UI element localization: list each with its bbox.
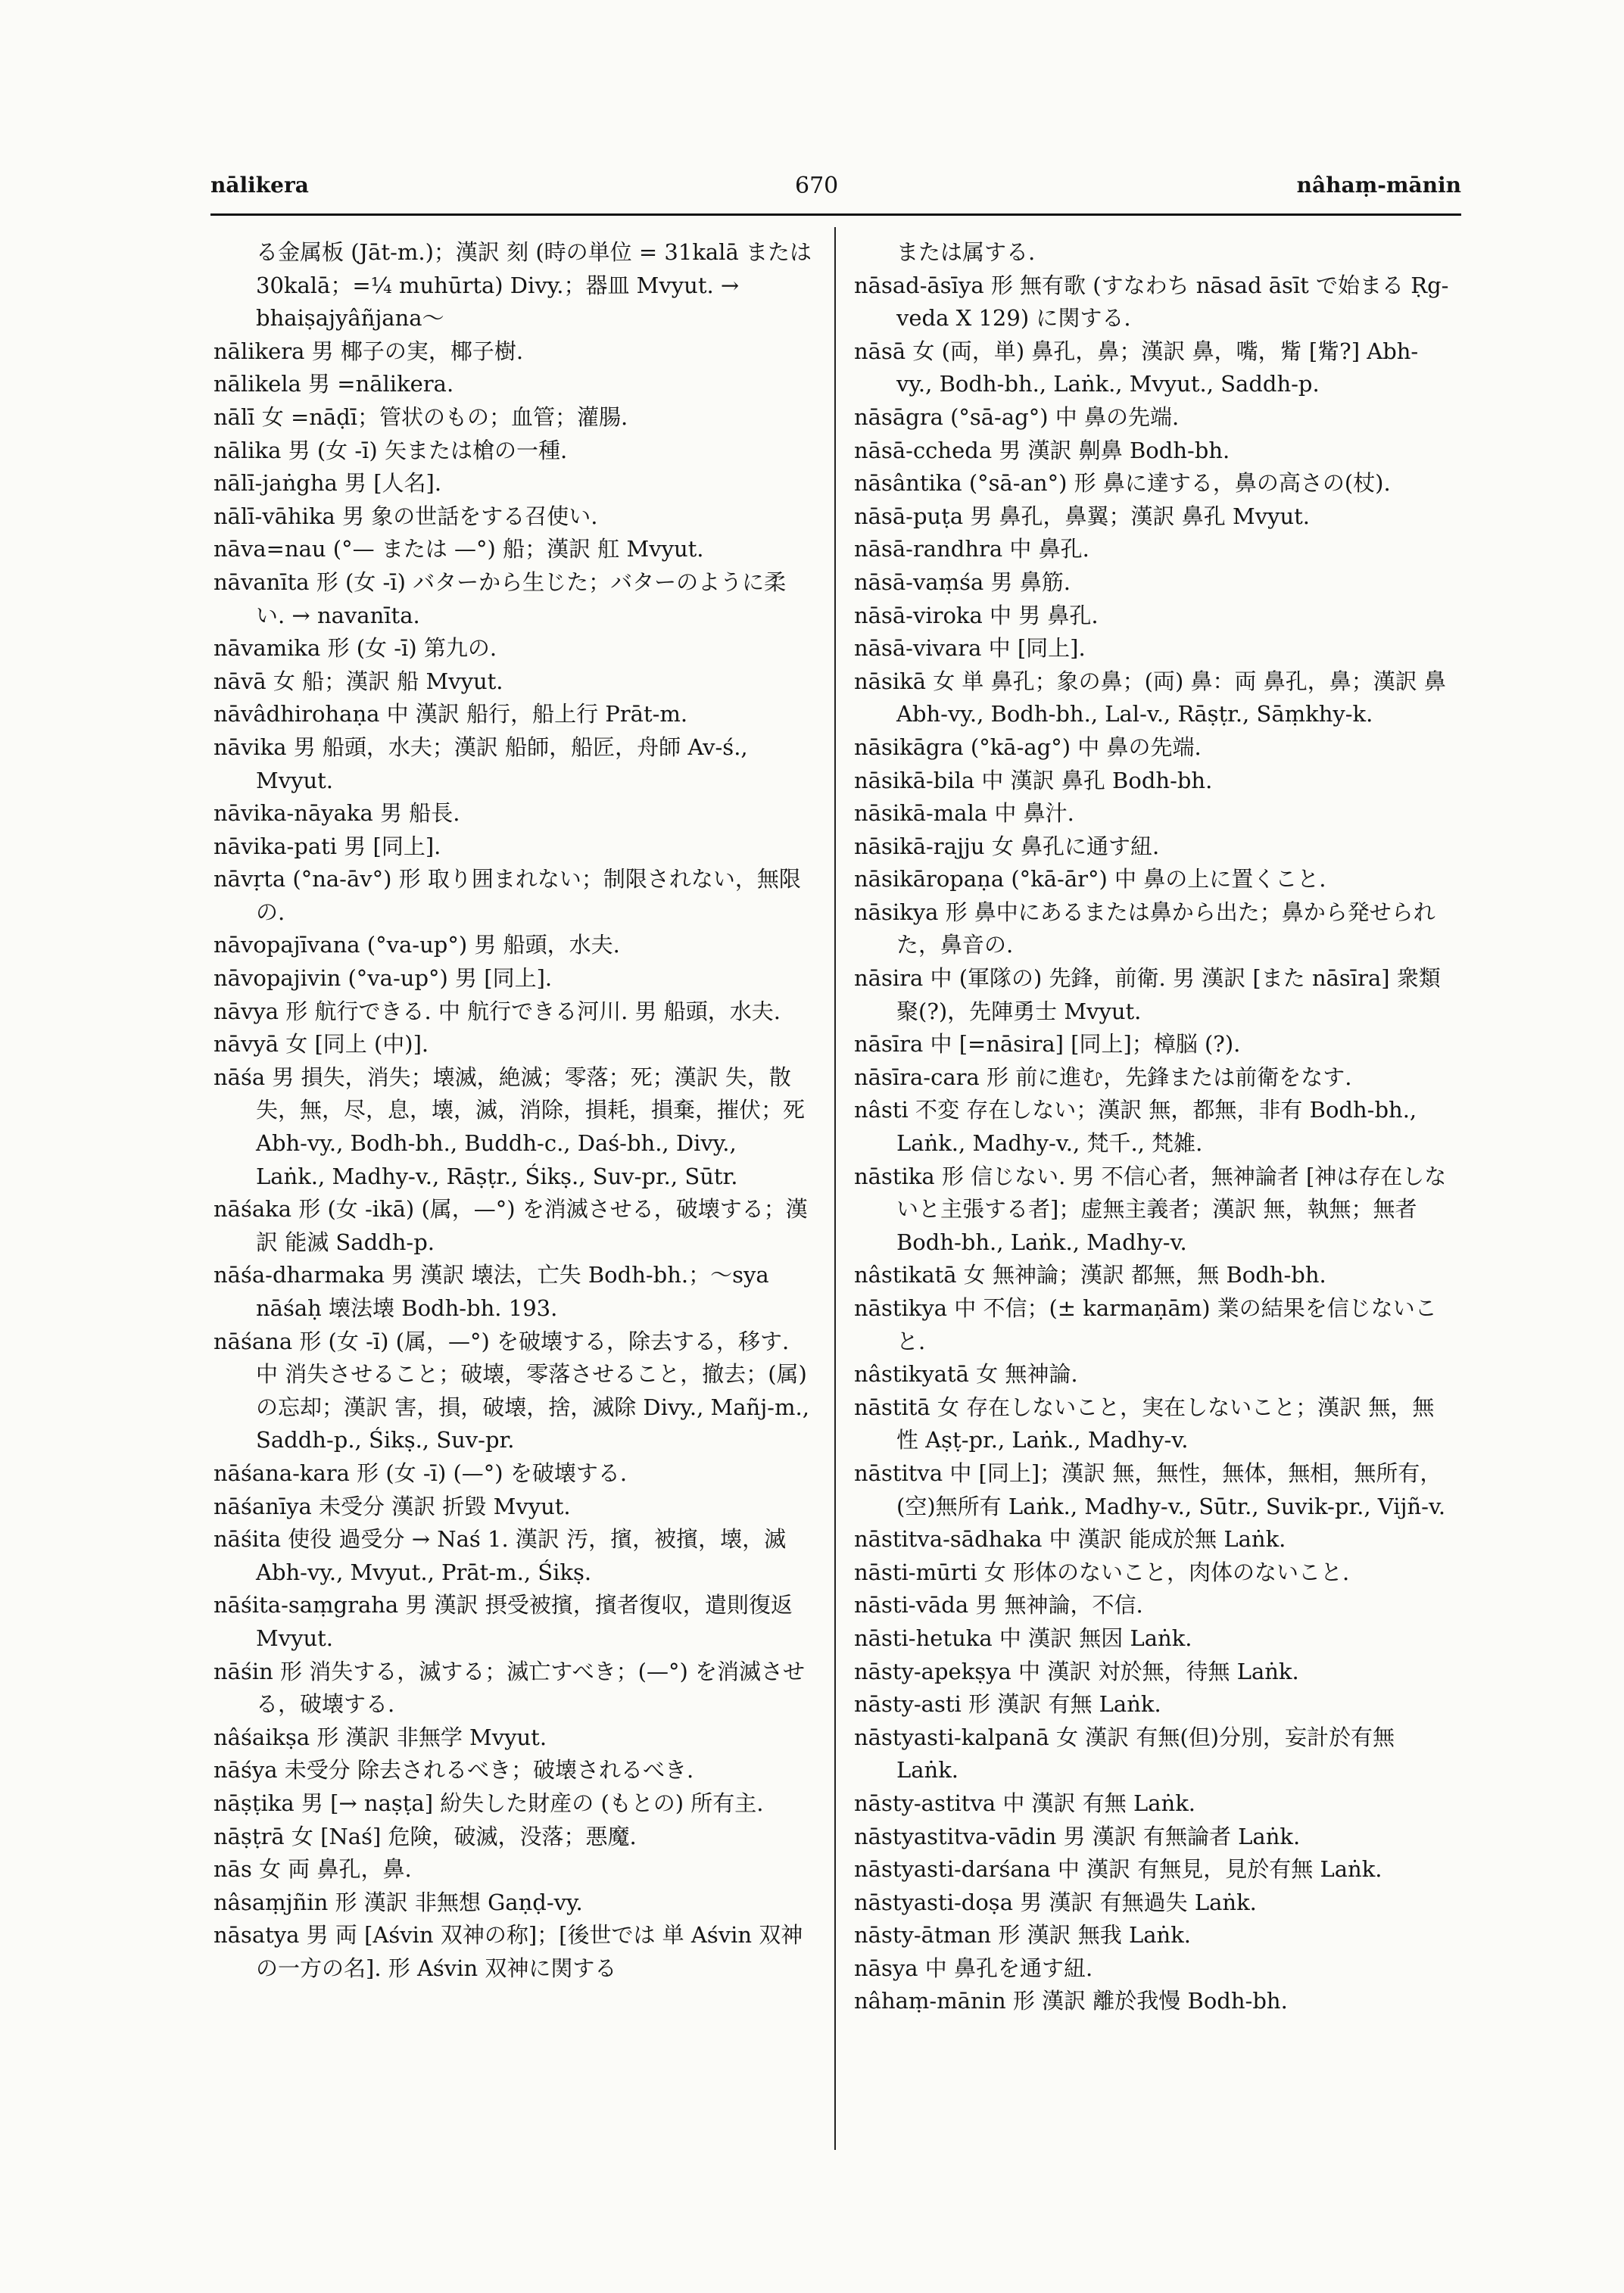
dictionary-entry: nāsad-āsīya 形 無有歌 (すなわち nāsad āsīt で始まる Ṛg-veda X 129) に関する. [854, 272, 1449, 332]
dictionary-entry: nāsty-astitva 中 漢訳 有無 Laṅk. [854, 1790, 1196, 1816]
dictionary-entry: nāvanīta 形 (女 -ī) バターから生じた；バターのように柔い. → navanīta. [214, 569, 787, 628]
dictionary-entry: nāsty-asti 形 漢訳 有無 Laṅk. [854, 1691, 1161, 1718]
dictionary-entry: nâsaṃjñin 形 漢訳 非無想 Gaṇḍ-vy. [214, 1889, 583, 1915]
running-head-left: nālikera [210, 173, 309, 198]
dictionary-entry: nāsikā-mala 中 鼻汁. [854, 800, 1074, 827]
dictionary-entry: nāstyasti-doṣa 男 漢訳 有無過失 Laṅk. [854, 1889, 1257, 1915]
dictionary-entry: nāsāgra (°sā-ag°) 中 鼻の先端. [854, 403, 1180, 430]
dictionary-entry: nāvika-nāyaka 男 船長. [214, 800, 460, 827]
dictionary-entry: nāvṛta (°na-āv°) 形 取り囲まれない；制限されない，無限の. [214, 866, 801, 925]
dictionary-entry: nāvâdhirohaṇa 中 漢訳 船行，船上行 Prāt-m. [214, 701, 688, 727]
dictionary-entry: nâhaṃ-mānin 形 漢訳 離於我慢 Bodh-bh. [854, 1988, 1288, 2014]
dictionary-entry: nāstitva 中 [同上]；漢訳 無，無性，無体，無相，無所有，(空)無所有 Laṅk., Madhy-v., Sūtr., Suvik-pr., Vijñ-v. [854, 1460, 1446, 1519]
dictionary-entry: nāstikya 中 不信；(± karmaṇām) 業の結果を信じないこと. [854, 1295, 1437, 1354]
dictionary-entry: nāsikāropaṇa (°kā-ār°) 中 鼻の上に置くこと. [854, 866, 1326, 893]
dictionary-entry: nāvopajīvana (°va-up°) 男 船頭，水夫. [214, 932, 620, 958]
dictionary-entry: nālika 男 (女 -ī) 矢または槍の一種. [214, 437, 568, 463]
dictionary-entry: nāsty-ātman 形 漢訳 無我 Laṅk. [854, 1922, 1191, 1949]
dictionary-entry: nāśya 未受分 除去されるべき；破壊されるべき. [214, 1757, 694, 1784]
dictionary-entry: nāsikāgra (°kā-ag°) 中 鼻の先端. [854, 734, 1202, 760]
dictionary-entry: nāsā-ccheda 男 漢訳 劓鼻 Bodh-bh. [854, 437, 1230, 463]
dictionary-entry: nālikela 男 =nālikera. [214, 371, 454, 397]
dictionary-entry: nāstyasti-kalpanā 女 漢訳 有無(但)分別，妄計於有無 Laṅk. [854, 1724, 1395, 1784]
dictionary-entry: nāsikā-rajju 女 鼻孔に通す紐. [854, 833, 1160, 859]
right-column [854, 236, 1452, 2018]
dictionary-entry: nâstikatā 女 無神論；漢訳 都無，無 Bodh-bh. [854, 1262, 1326, 1288]
dictionary-entry: nāsā-viroka 中 男 鼻孔. [854, 602, 1099, 628]
dictionary-entry: nāśana-kara 形 (女 -ī) (—°) を破壊する. [214, 1460, 628, 1486]
dictionary-entry: nāsikā-bila 中 漢訳 鼻孔 Bodh-bh. [854, 767, 1213, 793]
dictionary-entry: nāvika-pati 男 [同上]. [214, 833, 441, 859]
dictionary-entry: nāsā-vivara 中 [同上]. [854, 635, 1086, 662]
dictionary-entry: nāṣṭrā 女 [Naś] 危険，破滅，没落；悪魔. [214, 1823, 637, 1849]
dictionary-entry: nāsti-hetuka 中 漢訳 無因 Laṅk. [854, 1625, 1192, 1651]
dictionary-entry: nāsti-mūrti 女 形体のないこと，肉体のないこと. [854, 1559, 1350, 1585]
dictionary-entry: nās 女 両 鼻孔，鼻. [214, 1856, 412, 1883]
dictionary-entry: nālī 女 =nāḍī；管状のもの；血管；灌腸. [214, 403, 628, 430]
dictionary-entry: nāṣṭika 男 [→ naṣṭa] 紛失した財産の (もとの) 所有主. [214, 1790, 764, 1816]
dictionary-entry: nāvyā 女 [同上 (中)]. [214, 1031, 429, 1058]
dictionary-entry: nāvamika 形 (女 -ī) 第九の. [214, 635, 497, 662]
dictionary-entry: nâśaikṣa 形 漢訳 非無学 Mvyut. [214, 1724, 547, 1750]
dictionary-entry: nāśita 使役 過受分 → Naś 1. 漢訳 汚，擯，被擯，壊，滅 Abh-vy., Mvyut., Prāt-m., Śikṣ. [214, 1526, 787, 1585]
dictionary-entry: nāsikya 形 鼻中にあるまたは鼻から出た；鼻から発せられた，鼻音の. [854, 899, 1435, 958]
dictionary-entry: nāsira 中 (軍隊の) 先鋒，前衛. 男 漢訳 [また nāsīra] 衆類聚(?)，先陣勇士 Mvyut. [854, 965, 1441, 1024]
dictionary-entry: nāsā 女 (両，単) 鼻孔，鼻；漢訳 鼻，嘴，觜 [觜?] Abh-vy., Bodh-bh., Laṅk., Mvyut., Saddh-p. [854, 338, 1419, 397]
dictionary-entry: nāstitva-sādhaka 中 漢訳 能成於無 Laṅk. [854, 1526, 1286, 1553]
dictionary-entry: nālī-vāhika 男 象の世話をする召使い. [214, 503, 598, 529]
dictionary-entry: nāsā-randhra 中 鼻孔. [854, 536, 1089, 562]
column-divider [834, 227, 836, 2150]
dictionary-entry: nāsti-vāda 男 無神論，不信. [854, 1592, 1143, 1618]
dictionary-entry: nāśanīya 未受分 漢訳 折毀 Mvyut. [214, 1493, 571, 1519]
dictionary-entry: nāśin 形 消失する，滅する；滅亡すべき；(—°) を消滅させる，破壊する. [214, 1658, 806, 1718]
dictionary-entry: nāśita-saṃgraha 男 漢訳 摂受被擯，擯者復収，遣則復返 Mvyut. [214, 1592, 793, 1651]
dictionary-entry: nāstitā 女 存在しないこと，実在しないこと；漢訳 無，無性 Aṣṭ-pr., Laṅk., Madhy-v. [854, 1394, 1435, 1453]
dictionary-entry: nāstika 形 信じない. 男 不信心者，無神論者 [神は存在しないと主張する者]；虚無主義者；漢訳 無，執無；無者 Bodh-bh., Laṅk., Madhy-v. [854, 1163, 1447, 1255]
dictionary-entry: nāśa-dharmaka 男 漢訳 壊法，亡失 Bodh-bh.；～sya nāśaḥ 壊法壊 Bodh-bh. 193. [214, 1262, 769, 1321]
dictionary-entry: nāvika 男 船頭，水夫；漢訳 船師，船匠，舟師 Av-ś., Mvyut. [214, 734, 748, 793]
dictionary-entry: nāsā-puṭa 男 鼻孔，鼻翼；漢訳 鼻孔 Mvyut. [854, 503, 1311, 529]
dictionary-entry: nāvopajivin (°va-up°) 男 [同上]. [214, 965, 553, 992]
dictionary-entry: nāsā-vaṃśa 男 鼻筋. [854, 569, 1071, 595]
dictionary-entry: nāsīra-cara 形 前に進む，先鋒または前衛をなす. [854, 1064, 1352, 1090]
continuation-text: または属する. [896, 239, 1036, 265]
running-head-right: nâhaṃ-mānin [1296, 173, 1461, 198]
dictionary-entry: nāvā 女 船；漢訳 船 Mvyut. [214, 668, 503, 694]
dictionary-entry: nāsīra 中 [=nāsira] [同上]；樟脳 (?). [854, 1031, 1241, 1058]
continuation-text: る金属板 (Jāt-m.)；漢訳 刻 (時の単位 = 31kalā または 30kalā；=¹⁄₄ muhūrta) Divy.；器皿 Mvyut. → bhaiṣajyâñjana～ [256, 239, 812, 332]
dictionary-entry: nâstikyatā 女 無神論. [854, 1361, 1078, 1388]
dictionary-entry: nāśa 男 損失，消失；壊滅，絶滅；零落；死；漢訳 失，散失，無，尽，息，壊，滅，消除，損耗，損棄，摧伏；死 Abh-vy., Bodh-bh., Buddh-c., Daś-bh., Divy., Laṅk., Madhy-v., Rāṣṭr., Śikṣ., Suv-pr., Sūtr. [214, 1064, 806, 1189]
dictionary-entry: nāsya 中 鼻孔を通す紐. [854, 1955, 1093, 1981]
dictionary-entry: nāvya 形 航行できる. 中 航行できる河川. 男 船頭，水夫. [214, 998, 781, 1024]
dictionary-entry: nāsikā 女 単 鼻孔；象の鼻；(両) 鼻：両 鼻孔，鼻；漢訳 鼻 Abh-vy., Bodh-bh., Lal-v., Rāṣṭr., Sāṃkhy-k. [854, 668, 1446, 727]
dictionary-entry: nāsântika (°sā-an°) 形 鼻に達する，鼻の高さの(杖). [854, 470, 1391, 497]
header-rule [210, 213, 1461, 216]
dictionary-entry: nāsatya 男 両 [Aśvin 双神の称]；[後世では 単 Aśvin 双神の一方の名]. 形 Aśvin 双神に関する [214, 1922, 803, 1981]
page-number: 670 [795, 173, 839, 199]
dictionary-entry: nāśaka 形 (女 -ikā) (属，—°) を消滅させる，破壊する；漢訳 能滅 Saddh-p. [214, 1196, 808, 1255]
left-column [214, 236, 812, 1985]
dictionary-entry: nāsty-apekṣya 中 漢訳 対於無，待無 Laṅk. [854, 1658, 1299, 1684]
dictionary-entry: nâsti 不変 存在しない；漢訳 無，都無，非有 Bodh-bh., Laṅk., Madhy-v., 梵千., 梵雑. [854, 1097, 1417, 1157]
dictionary-entry: nāstyastitva-vādin 男 漢訳 有無論者 Laṅk. [854, 1823, 1301, 1849]
dictionary-entry: nālikera 男 椰子の実，椰子樹. [214, 338, 524, 364]
dictionary-entry: nāstyasti-darśana 中 漢訳 有無見，見於有無 Laṅk. [854, 1856, 1382, 1883]
dictionary-entry: nālī-jaṅgha 男 [人名]. [214, 470, 442, 497]
dictionary-entry: nāva=nau (°— または —°) 船；漢訳 舡 Mvyut. [214, 536, 704, 562]
dictionary-entry: nāśana 形 (女 -ī) (属，—°) を破壊する，除去する，移す. 中 消失させること；破壊，零落させること，撤去；(属) の忘却；漢訳 害，損，破壊，捨，滅除 Divy., Mañj-m., Saddh-p., Śikṣ., Suv-pr. [214, 1328, 809, 1453]
